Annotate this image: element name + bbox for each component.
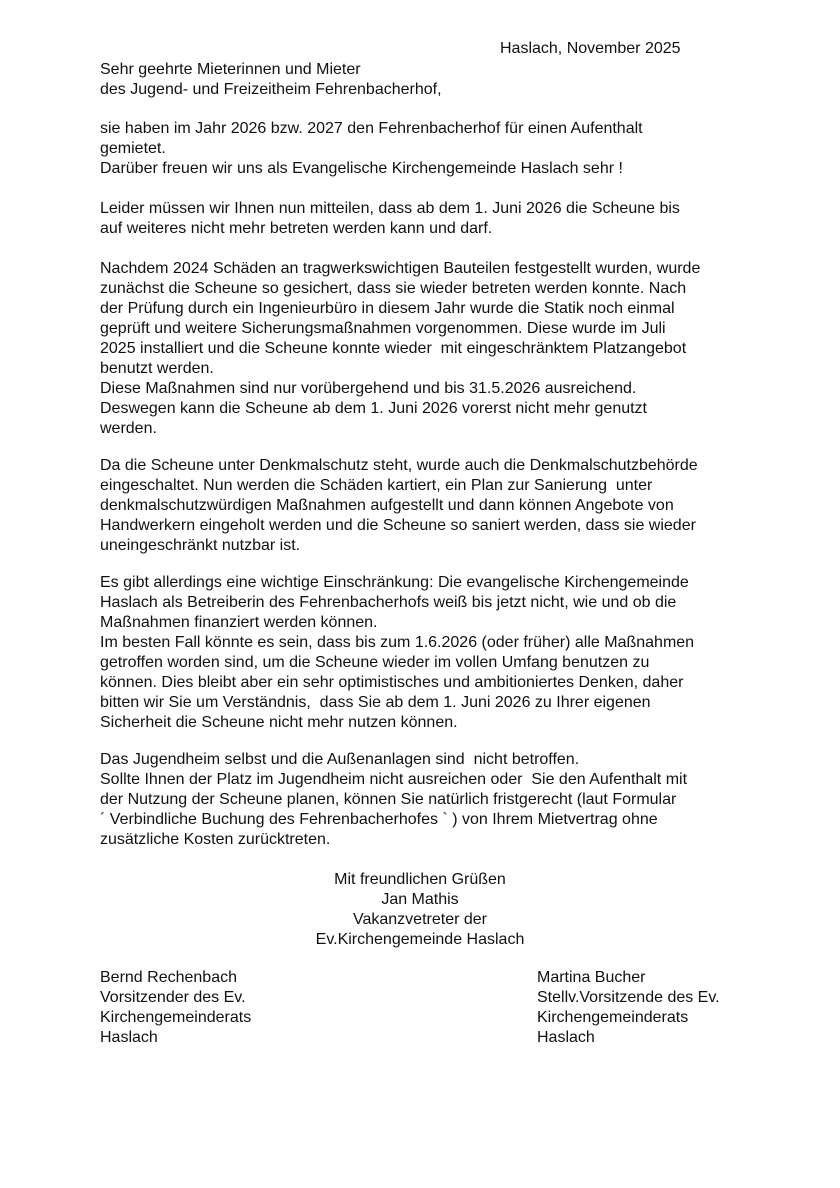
signature-role: Vorsitzender des Ev.: [100, 989, 246, 1006]
closing-greeting: Mit freundlichen Grüßen: [334, 871, 506, 888]
text-line: Sollte Ihnen der Platz im Jugendheim nicht ausreichen oder Sie den Aufenthalt mit: [100, 771, 688, 788]
signature-location: Haslach: [100, 1029, 158, 1046]
text-line: sie haben im Jahr 2026 bzw. 2027 den Fehrenbacherhof für einen Aufenthalt: [100, 120, 643, 137]
text-line: zunächst die Scheune so gesichert, dass sie wieder betreten werden konnte. Nach: [100, 280, 687, 297]
text-line: denkmalschutzwürdigen Maßnahmen aufgestellt und dann können Angebote von: [100, 497, 674, 514]
text-line: uneingeschränkt nutzbar ist.: [100, 537, 301, 554]
text-line: geprüft und weitere Sicherungsmaßnahmen vorgenommen. Diese wurde im Juli: [100, 320, 666, 337]
paragraph-restriction: [100, 573, 760, 733]
text-line: Deswegen kann die Scheune ab dem 1. Juni 2026 vorerst nicht mehr genutzt: [100, 400, 647, 417]
text-line: der Prüfung durch ein Ingenieurbüro in diesem Jahr wurde die Statik noch einmal: [100, 300, 675, 317]
text-line: Haslach als Betreiberin des Fehrenbacherhofs weiß bis jetzt nicht, wie und ob die: [100, 594, 677, 611]
text-line: Nachdem 2024 Schäden an tragwerkswichtigen Bauteilen festgestellt wurden, wurde: [100, 260, 701, 277]
text-line: werden.: [100, 420, 157, 437]
text-line: Das Jugendheim selbst und die Außenanlagen sind nicht betroffen.: [100, 751, 580, 768]
paragraph-damage: [100, 259, 760, 439]
signature-left: [100, 968, 251, 1048]
closing-organization: Ev.Kirchengemeinde Haslach: [315, 931, 525, 948]
signature-role: Kirchengemeinderats: [100, 1009, 252, 1026]
text-line: Diese Maßnahmen sind nur vorübergehend und bis 31.5.2026 ausreichend.: [100, 380, 637, 397]
paragraph-cancellation: [100, 750, 760, 850]
paragraph-monument-protection: [100, 456, 760, 556]
salutation-line: des Jugend- und Freizeitheim Fehrenbacherhof,: [100, 81, 442, 98]
text-line: ´ Verbindliche Buchung des Fehrenbacherhofes ` ) von Ihrem Mietvertrag ohne: [100, 811, 658, 828]
signature-name: Bernd Rechenbach: [100, 969, 237, 986]
closing-name: Jan Mathis: [381, 891, 459, 908]
text-line: Handwerkern eingeholt werden und die Scheune so saniert werden, dass sie wieder: [100, 517, 696, 534]
text-line: 2025 installiert und die Scheune konnte wieder mit eingeschränktem Platzangebot: [100, 340, 687, 357]
text-line: Es gibt allerdings eine wichtige Einschränkung: Die evangelische Kirchengemeinde: [100, 574, 689, 591]
text-line: Sicherheit die Scheune nicht mehr nutzen können.: [100, 714, 458, 731]
salutation: [100, 60, 760, 100]
text-line: Leider müssen wir Ihnen nun mitteilen, dass ab dem 1. Juni 2026 die Scheune bis: [100, 200, 680, 217]
date-line: Haslach, November 2025: [500, 40, 681, 57]
text-line: Da die Scheune unter Denkmalschutz steht, wurde auch die Denkmalschutzbehörde: [100, 457, 698, 474]
signature-right: [537, 968, 720, 1048]
text-line: können. Dies bleibt aber ein sehr optimistisches und ambitioniertes Denken, daher: [100, 674, 684, 691]
text-line: Maßnahmen finanziert werden können.: [100, 614, 378, 631]
text-line: Darüber freuen wir uns als Evangelische Kirchengemeinde Haslach sehr !: [100, 160, 623, 177]
text-line: getroffen worden sind, um die Scheune wieder im vollen Umfang benutzen zu: [100, 654, 650, 671]
paragraph-intro: [100, 119, 760, 179]
paragraph-notice: [100, 199, 760, 239]
text-line: Im besten Fall könnte es sein, dass bis zum 1.6.2026 (oder früher) alle Maßnahmen: [100, 634, 695, 651]
text-line: zusätzliche Kosten zurücktreten.: [100, 831, 331, 848]
signature-name: Martina Bucher: [537, 969, 646, 986]
signature-role: Kirchengemeinderats: [537, 1009, 689, 1026]
salutation-line: Sehr geehrte Mieterinnen und Mieter: [100, 61, 361, 78]
text-line: bitten wir Sie um Verständnis, dass Sie ab dem 1. Juni 2026 zu Ihrer eigenen: [100, 694, 651, 711]
text-line: auf weiteres nicht mehr betreten werden kann und darf.: [100, 220, 493, 237]
text-line: benutzt werden.: [100, 360, 214, 377]
text-line: der Nutzung der Scheune planen, können Sie natürlich fristgerecht (laut Formular: [100, 791, 677, 808]
closing-role: Vakanzvetreter der: [353, 911, 487, 928]
signature-role: Stellv.Vorsitzende des Ev.: [537, 989, 720, 1006]
text-line: eingeschaltet. Nun werden die Schäden kartiert, ein Plan zur Sanierung unter: [100, 477, 653, 494]
closing-block: [220, 870, 620, 950]
signature-location: Haslach: [537, 1029, 595, 1046]
text-line: gemietet.: [100, 140, 166, 157]
